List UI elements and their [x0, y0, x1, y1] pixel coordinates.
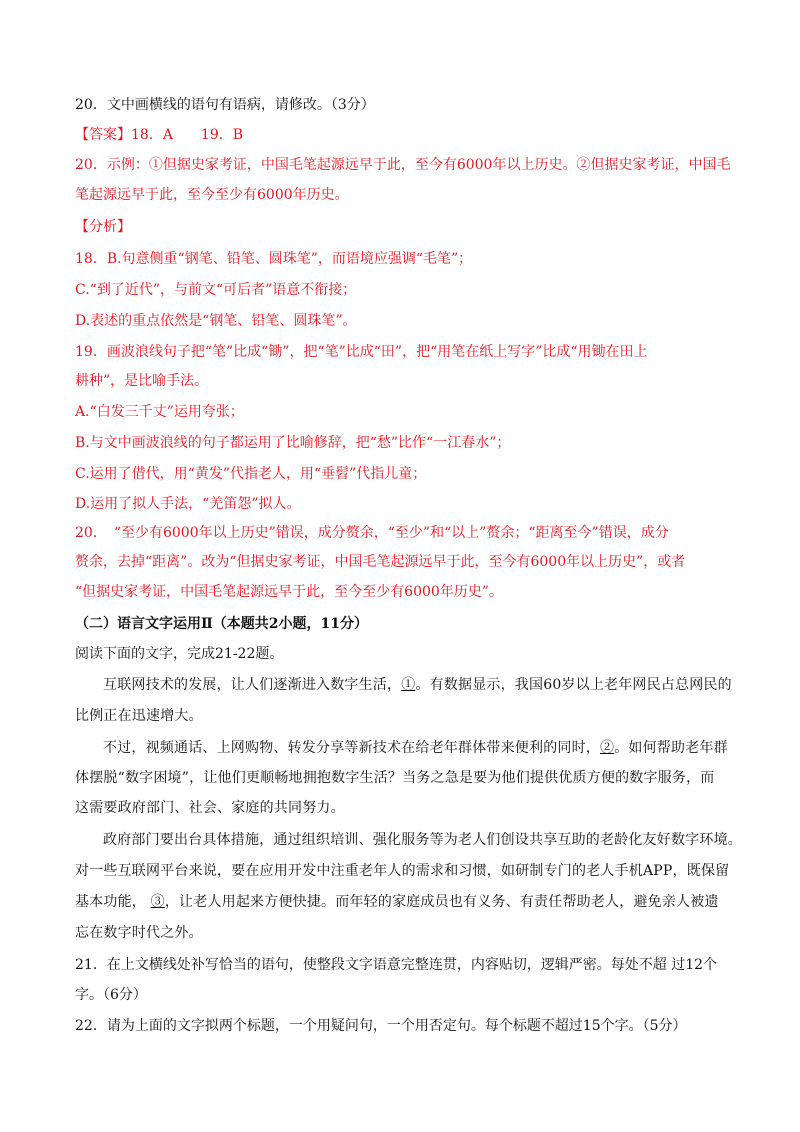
analysis-18-c: C.“到了近代”，与前文“可后者”语意不衔接； [75, 282, 357, 298]
analysis-20-line1: 20． “至少有6000年以上历史”错误，成分赘余，“至少”和“以上”赘余；“距离至今”错误，成分 [75, 525, 669, 541]
analysis-19-d: D.运用了拟人手法，“羌笛怨”拟人。 [75, 496, 301, 512]
passage-text: 。有数据显示，我国60岁以上老年网民占总网民的 [415, 677, 732, 693]
analysis-20-line3: “但据史家考证，中国毛笔起源远早于此，至今至少有6000年历史”。 [75, 584, 503, 600]
passage-para3-line4: 忘在数字时代之外。 [75, 925, 203, 941]
analysis-20-line2: 赘余，去掉“距离”。改为“但据史家考证，中国毛笔起源远早于此，至今有6000年以上历史”，或者 [75, 554, 686, 570]
passage-text: 基本功能， [75, 894, 146, 910]
analysis-18-b: 18．B.句意侧重“钢笔、铅笔、圆珠笔”，而语境应强调“毛笔”； [75, 251, 473, 267]
question-22: 22．请为上面的文字拟两个标题，一个用疑问句，一个用否定句。每个标题不超过15个字。（5分） [75, 1018, 687, 1034]
passage-para3-line3 [75, 892, 719, 912]
passage-para2-line1 [103, 738, 728, 758]
reading-instruction: 阅读下面的文字，完成21-22题。 [75, 646, 284, 662]
question-21-line2: 字。（6分） [75, 987, 147, 1003]
passage-text: ，让老人用起来方便快捷。而年轻的家庭成员也有义务、有责任帮助老人，避免亲人被遗 [164, 894, 719, 910]
answer-18-19: 【答案】18．A 19．B [75, 127, 244, 143]
question-20: 20．文中画横线的语句有语病，请修改。（3分） [75, 97, 375, 113]
blank-2: ② [600, 740, 615, 756]
answer-20-line2: 笔起源远早于此，至今至少有6000年历史。 [75, 187, 349, 203]
blank-1: ① [401, 677, 416, 693]
analysis-heading: 【分析】 [75, 219, 131, 235]
passage-para1-line2: 比例正在迅速增大。 [75, 708, 203, 724]
passage-para1-line1 [103, 675, 732, 695]
section-heading: （二）语言文字运用Ⅱ（本题共2小题，11分） [75, 616, 369, 632]
analysis-18-d: D.表述的重点依然是“钢笔、铅笔、圆珠笔”。 [75, 313, 357, 329]
passage-para2-line3: 这需要政府部门、社会、家庭的共同努力。 [75, 800, 345, 816]
analysis-19-line2: 耕种”，是比喻手法。 [75, 373, 209, 389]
passage-text: 不过，视频通话、上网购物、转发分享等新技术在给老年群体带来便利的同时， [103, 740, 600, 756]
analysis-19-b: B.与文中画波浪线的句子都运用了比喻修辞，把“愁”比作“一江春水”； [75, 435, 511, 451]
passage-para2-line2: 体摆脱“数字困境”，让他们更顺畅地拥抱数字生活？当务之急是要为他们提供优质方便的数字服务，而 [75, 770, 715, 786]
passage-text: 互联网技术的发展，让人们逐渐进入数字生活， [103, 677, 402, 693]
question-21-line1: 21．在上文横线处补写恰当的语句，使整段文字语意完整连贯，内容贴切，逻辑严密。每处不超 过12个 [75, 957, 718, 973]
analysis-19-c: C.运用了借代，用“黄发”代指老人，用“垂髫”代指儿童； [75, 466, 427, 482]
answer-20-line1: 20．示例：①但据史家考证，中国毛笔起源远早于此，至今有6000年以上历史。②但据史家考证，中国毛 [75, 157, 731, 173]
passage-para3-line2: 对一些互联网平台来说，要在应用开发中注重老年人的需求和习惯，如研制专门的老人手机APP，既保留 [75, 863, 730, 879]
passage-para3-line1: 政府部门要出台具体措施，通过组织培训、强化服务等为老人们创设共享互助的老龄化友好数字环境。 [103, 832, 742, 848]
blank-3: ③ [150, 894, 165, 910]
analysis-19-a: A.“白发三千丈”运用夸张； [75, 404, 244, 420]
passage-text: 。如何帮助老年群 [614, 740, 728, 756]
analysis-19-line1: 19．画波浪线句子把“笔”比成“锄”，把“笔”比成“田”，把“用笔在纸上写字”比成“用锄在田上 [75, 344, 648, 360]
